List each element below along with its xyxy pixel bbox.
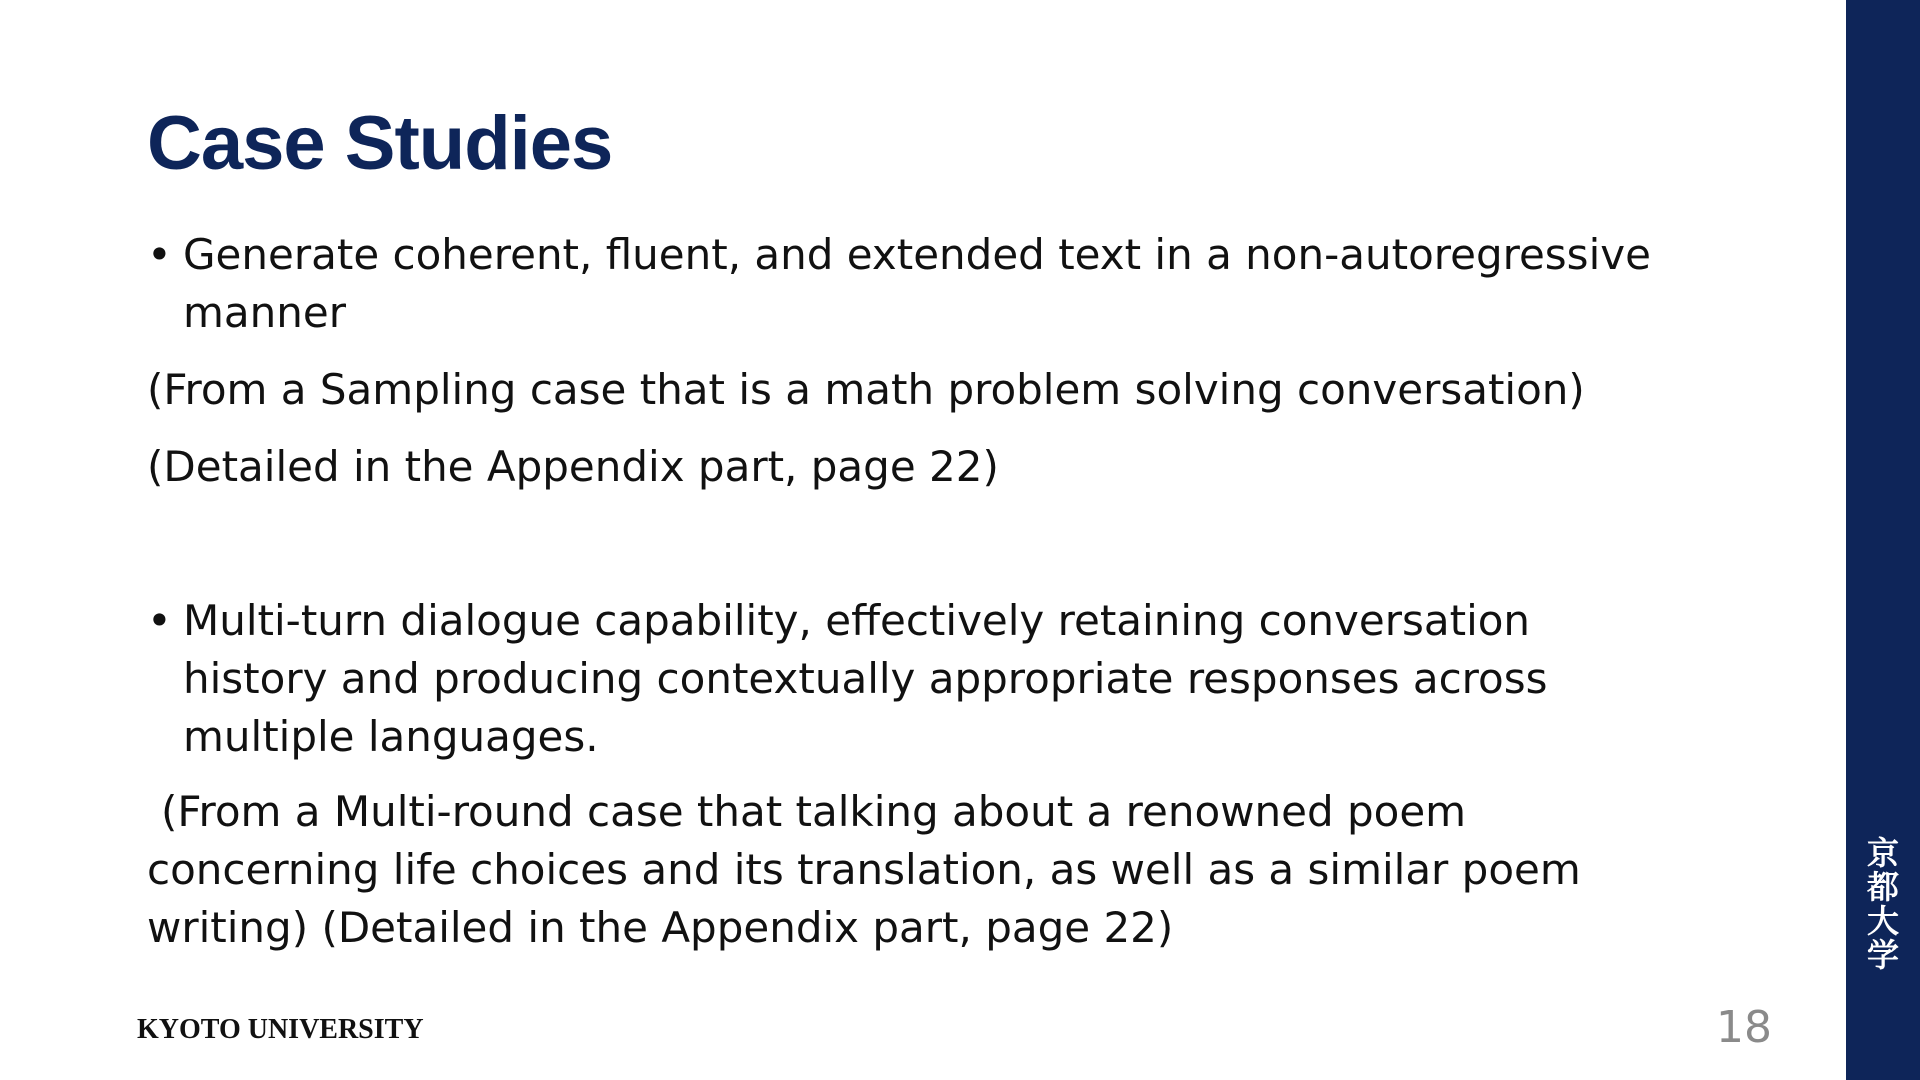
bullet-note: (From a Multi-round case that talking about a renowned poem concerning life choices and its translation, as well as a similar poem writing) (Detailed in the Appendix part, page 22) [147, 787, 1581, 952]
bullet-item [147, 592, 1687, 766]
bullet-text: Multi-turn dialogue capability, effectively retaining conversation history and producing contextually appropriate responses across multiple languages. [183, 596, 1548, 761]
university-seal-logo [1846, 836, 1920, 972]
slide-content [147, 226, 1687, 957]
bullet-dot: • [147, 596, 172, 645]
bullet-note: (Detailed in the Appendix part, page 22) [147, 442, 999, 491]
slide-title: Case Studies [147, 101, 613, 186]
bullet-note: (From a Sampling case that is a math problem solving conversation) [147, 365, 1585, 414]
university-logo: KYOTO UNIVERSITY [137, 1014, 424, 1045]
seal-char: 都 [1866, 868, 1899, 906]
bullet-dot: • [147, 230, 172, 279]
bullet-text: Generate coherent, fluent, and extended text in a non-autoregressive manner [183, 230, 1651, 337]
seal-char: 大 [1866, 902, 1899, 940]
seal-char: 学 [1866, 936, 1899, 974]
page-number: 18 [1716, 1002, 1772, 1053]
side-band [1846, 0, 1920, 1080]
seal-char: 京 [1866, 834, 1899, 872]
bullet-item [147, 226, 1687, 342]
